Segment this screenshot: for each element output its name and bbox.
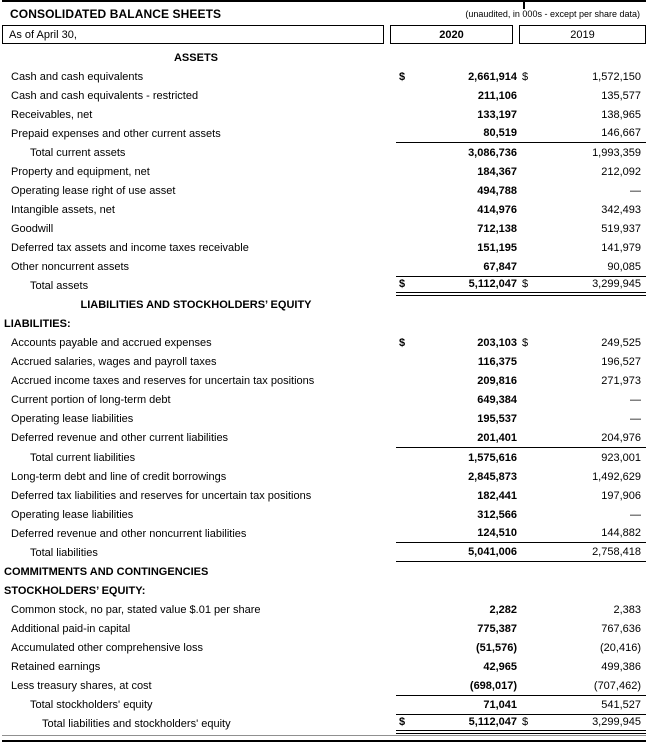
value-2019 — [519, 619, 646, 638]
amount-2019: 1,993,359 — [592, 146, 641, 159]
table-row — [2, 581, 646, 600]
value-2019 — [519, 696, 646, 715]
currency-symbol: $ — [522, 337, 529, 350]
amount-2020: 201,401 — [477, 431, 517, 444]
table-row — [2, 372, 646, 391]
table-row — [2, 677, 646, 696]
table-row — [2, 277, 646, 296]
value-2020 — [396, 48, 519, 67]
row-label: Operating lease liabilities — [11, 413, 134, 426]
value-2019 — [519, 638, 646, 657]
amount-2020: 414,976 — [477, 203, 517, 216]
value-2019 — [519, 124, 646, 143]
amount-2020: 775,387 — [477, 622, 517, 635]
value-2020 — [396, 334, 519, 353]
value-2019 — [519, 524, 646, 543]
amount-2019: 141,979 — [601, 241, 641, 254]
amount-2020: 2,845,873 — [468, 470, 517, 483]
year-2019-header-cell: 2019 — [519, 25, 646, 44]
value-2019 — [519, 258, 646, 277]
top-rule-tick — [523, 2, 525, 9]
amount-2019: 204,976 — [601, 431, 641, 444]
value-2019 — [519, 581, 646, 600]
row-label: Total liabilities — [30, 546, 98, 559]
value-2019 — [519, 296, 646, 315]
value-2019 — [519, 105, 646, 124]
amount-2019: 146,667 — [601, 127, 641, 140]
currency-symbol: $ — [522, 716, 529, 729]
amount-2019: — — [630, 413, 641, 426]
value-2020 — [396, 467, 519, 486]
value-2020 — [396, 429, 519, 448]
row-label: Current portion of long-term debt — [11, 394, 171, 407]
value-2019 — [519, 600, 646, 619]
value-2019 — [519, 677, 646, 696]
page-bottom-rule — [2, 735, 646, 744]
row-label: LIABILITIES: — [4, 318, 71, 331]
row-label: Total assets — [30, 280, 89, 293]
table-row — [2, 391, 646, 410]
value-2019 — [519, 658, 646, 677]
table-row — [2, 181, 646, 200]
value-2020 — [396, 143, 519, 162]
amount-2019: 1,572,150 — [592, 70, 641, 83]
amount-2020: 124,510 — [477, 527, 517, 540]
amount-2020: 71,041 — [483, 698, 517, 711]
value-2019 — [519, 372, 646, 391]
value-2020 — [396, 505, 519, 524]
currency-symbol: $ — [522, 278, 529, 291]
table-row — [2, 562, 646, 581]
row-label: Total current liabilities — [30, 451, 136, 464]
row-label: Receivables, net — [11, 108, 93, 121]
amount-2020: 42,965 — [483, 661, 517, 674]
table-row — [2, 334, 646, 353]
table-row — [2, 696, 646, 715]
amount-2019: (707,462) — [593, 679, 641, 692]
document-subtitle: (unaudited, in 000s - except per share data) — [465, 8, 640, 19]
amount-2019: 197,906 — [601, 489, 641, 502]
amount-2020: 649,384 — [477, 394, 517, 407]
amount-2019: 2,758,418 — [592, 546, 641, 559]
table-row — [2, 143, 646, 162]
value-2020 — [396, 67, 519, 86]
table-row — [2, 600, 646, 619]
amount-2020: 712,138 — [477, 222, 517, 235]
amount-2020: 151,195 — [477, 241, 517, 254]
row-label: Total liabilities and stockholders' equity — [42, 718, 231, 731]
value-2020 — [396, 448, 519, 467]
value-2020 — [396, 124, 519, 143]
table-row — [2, 658, 646, 677]
table-row — [2, 48, 646, 67]
bottom-rule-thick — [2, 740, 646, 744]
page-title: CONSOLIDATED BALANCE SHEETS — [10, 6, 222, 21]
value-2020 — [396, 410, 519, 429]
amount-2019: 196,527 — [601, 356, 641, 369]
amount-2019: 90,085 — [607, 260, 641, 273]
value-2020 — [396, 391, 519, 410]
value-2020 — [396, 353, 519, 372]
value-2019 — [519, 429, 646, 448]
row-label: Goodwill — [11, 222, 54, 235]
amount-2020: 80,519 — [483, 127, 517, 140]
amount-2020: 195,537 — [477, 413, 517, 426]
date-header-cell: As of April 30, — [2, 25, 384, 44]
amount-2020: 182,441 — [477, 489, 517, 502]
value-2019 — [519, 315, 646, 334]
value-2020 — [396, 562, 519, 581]
amount-2019: 923,001 — [601, 451, 641, 464]
amount-2019: 249,525 — [601, 337, 641, 350]
amount-2019: 135,577 — [601, 89, 641, 102]
amount-2019: — — [630, 184, 641, 197]
currency-symbol: $ — [399, 278, 406, 291]
value-2020 — [396, 486, 519, 505]
row-label: Less treasury shares, at cost — [11, 680, 152, 693]
table-row — [2, 67, 646, 86]
amount-2019: 3,299,945 — [592, 716, 641, 729]
row-label: Accrued income taxes and reserves for uncertain tax positions — [11, 375, 315, 388]
row-label: Common stock, no par, stated value $.01 per share — [11, 603, 261, 616]
row-label: Retained earnings — [11, 661, 101, 674]
amount-2020: 5,112,047 — [468, 716, 517, 729]
value-2020 — [396, 238, 519, 257]
row-label: Operating lease liabilities — [11, 508, 134, 521]
row-label: LIABILITIES AND STOCKHOLDERS’ EQUITY — [80, 299, 312, 312]
value-2020 — [396, 524, 519, 543]
table-row — [2, 353, 646, 372]
row-label: Prepaid expenses and other current assets — [11, 127, 221, 140]
amount-2019: — — [630, 508, 641, 521]
row-label: Additional paid-in capital — [11, 622, 131, 635]
table-row — [2, 238, 646, 257]
row-label: Property and equipment, net — [11, 165, 150, 178]
value-2019 — [519, 181, 646, 200]
amount-2020: 5,041,006 — [468, 546, 517, 559]
row-label: Cash and cash equivalents - restricted — [11, 89, 199, 102]
table-row — [2, 543, 646, 562]
amount-2020: 211,106 — [477, 89, 517, 102]
value-2020 — [396, 181, 519, 200]
value-2020 — [396, 105, 519, 124]
value-2019 — [519, 562, 646, 581]
amount-2020: (698,017) — [469, 679, 517, 692]
row-label: Accumulated other comprehensive loss — [11, 641, 203, 654]
value-2019 — [519, 505, 646, 524]
table-row — [2, 162, 646, 181]
table-row — [2, 258, 646, 277]
year-2020-header-cell: 2020 — [390, 25, 513, 44]
table-row — [2, 486, 646, 505]
table-row — [2, 296, 646, 315]
value-2019 — [519, 219, 646, 238]
amount-2019: 212,092 — [601, 165, 641, 178]
table-row — [2, 467, 646, 486]
amount-2020: 5,112,047 — [468, 278, 517, 291]
value-2019 — [519, 238, 646, 257]
table-row — [2, 619, 646, 638]
row-label: Total current assets — [30, 146, 126, 159]
amount-2019: 144,882 — [601, 527, 641, 540]
value-2020 — [396, 296, 519, 315]
amount-2019: 271,973 — [601, 375, 641, 388]
amount-2019: 541,527 — [601, 698, 641, 711]
currency-symbol: $ — [399, 337, 406, 350]
row-label: Deferred revenue and other current liabilities — [11, 432, 229, 445]
amount-2020: 116,375 — [477, 356, 517, 369]
table-row — [2, 86, 646, 105]
row-label: Cash and cash equivalents — [11, 70, 144, 83]
amount-2020: (51,576) — [476, 641, 517, 654]
currency-symbol: $ — [399, 70, 406, 83]
value-2019 — [519, 162, 646, 181]
value-2020 — [396, 86, 519, 105]
table-row — [2, 505, 646, 524]
value-2019 — [519, 353, 646, 372]
row-label: Other noncurrent assets — [11, 261, 130, 274]
value-2020 — [396, 581, 519, 600]
table-row — [2, 715, 646, 734]
currency-symbol: $ — [399, 716, 406, 729]
amount-2019: 519,937 — [601, 222, 641, 235]
table-row — [2, 124, 646, 143]
table-body — [2, 48, 646, 734]
value-2020 — [396, 372, 519, 391]
value-2020 — [396, 315, 519, 334]
amount-2019: 342,493 — [601, 203, 641, 216]
row-label: STOCKHOLDERS’ EQUITY: — [4, 584, 146, 597]
amount-2020: 184,367 — [477, 165, 517, 178]
document-header — [2, 2, 646, 25]
amount-2020: 2,282 — [489, 603, 517, 616]
value-2020 — [396, 162, 519, 181]
table-row — [2, 638, 646, 657]
page-top-rule — [2, 0, 646, 2]
value-2020 — [396, 658, 519, 677]
amount-2019: 138,965 — [601, 108, 641, 121]
value-2020 — [396, 543, 519, 562]
row-label: Accounts payable and accrued expenses — [11, 337, 212, 350]
amount-2019: 3,299,945 — [592, 278, 641, 291]
row-label: COMMITMENTS AND CONTINGENCIES — [4, 565, 209, 578]
amount-2020: 3,086,736 — [468, 146, 517, 159]
amount-2019: 1,492,629 — [592, 470, 641, 483]
value-2019 — [519, 448, 646, 467]
row-label: ASSETS — [173, 51, 218, 64]
value-2020 — [396, 600, 519, 619]
row-label: Intangible assets, net — [11, 203, 115, 216]
value-2020 — [396, 696, 519, 715]
table-row — [2, 448, 646, 467]
value-2020 — [396, 715, 519, 734]
row-label: Total stockholders' equity — [30, 699, 153, 712]
row-label: Deferred tax liabilities and reserves for uncertain tax positions — [11, 489, 312, 502]
value-2020 — [396, 200, 519, 219]
row-label: Accrued salaries, wages and payroll taxes — [11, 356, 217, 369]
currency-symbol: $ — [522, 70, 529, 83]
table-row — [2, 524, 646, 543]
amount-2020: 133,197 — [477, 108, 517, 121]
amount-2020: 67,847 — [483, 260, 517, 273]
amount-2019: 767,636 — [601, 622, 641, 635]
value-2020 — [396, 277, 519, 296]
amount-2020: 209,816 — [477, 375, 517, 388]
value-2019 — [519, 86, 646, 105]
table-row — [2, 429, 646, 448]
value-2019 — [519, 48, 646, 67]
value-2019 — [519, 143, 646, 162]
amount-2019: 499,386 — [601, 661, 641, 674]
row-label: Operating lease right of use asset — [11, 184, 176, 197]
table-row — [2, 410, 646, 429]
amount-2020: 1,575,616 — [468, 451, 517, 464]
value-2019 — [519, 277, 646, 296]
value-2019 — [519, 486, 646, 505]
table-row — [2, 105, 646, 124]
table-row — [2, 200, 646, 219]
value-2020 — [396, 677, 519, 696]
table-row — [2, 219, 646, 238]
value-2019 — [519, 391, 646, 410]
amount-2020: 494,788 — [477, 184, 517, 197]
amount-2019: (20,416) — [600, 641, 641, 654]
amount-2020: 203,103 — [477, 337, 517, 350]
value-2019 — [519, 334, 646, 353]
value-2020 — [396, 638, 519, 657]
value-2020 — [396, 619, 519, 638]
value-2019 — [519, 200, 646, 219]
row-label: Long-term debt and line of credit borrowings — [11, 470, 227, 483]
column-header-row — [2, 25, 646, 44]
table-row — [2, 315, 646, 334]
amount-2019: — — [630, 394, 641, 407]
amount-2019: 2,383 — [613, 603, 641, 616]
value-2019 — [519, 715, 646, 734]
amount-2020: 312,566 — [477, 508, 517, 521]
amount-2020: 2,661,914 — [468, 70, 517, 83]
value-2020 — [396, 258, 519, 277]
row-label: Deferred revenue and other noncurrent liabilities — [11, 527, 247, 540]
value-2019 — [519, 543, 646, 562]
value-2020 — [396, 219, 519, 238]
value-2019 — [519, 410, 646, 429]
row-label: Deferred tax assets and income taxes receivable — [11, 241, 249, 254]
value-2019 — [519, 467, 646, 486]
value-2019 — [519, 67, 646, 86]
